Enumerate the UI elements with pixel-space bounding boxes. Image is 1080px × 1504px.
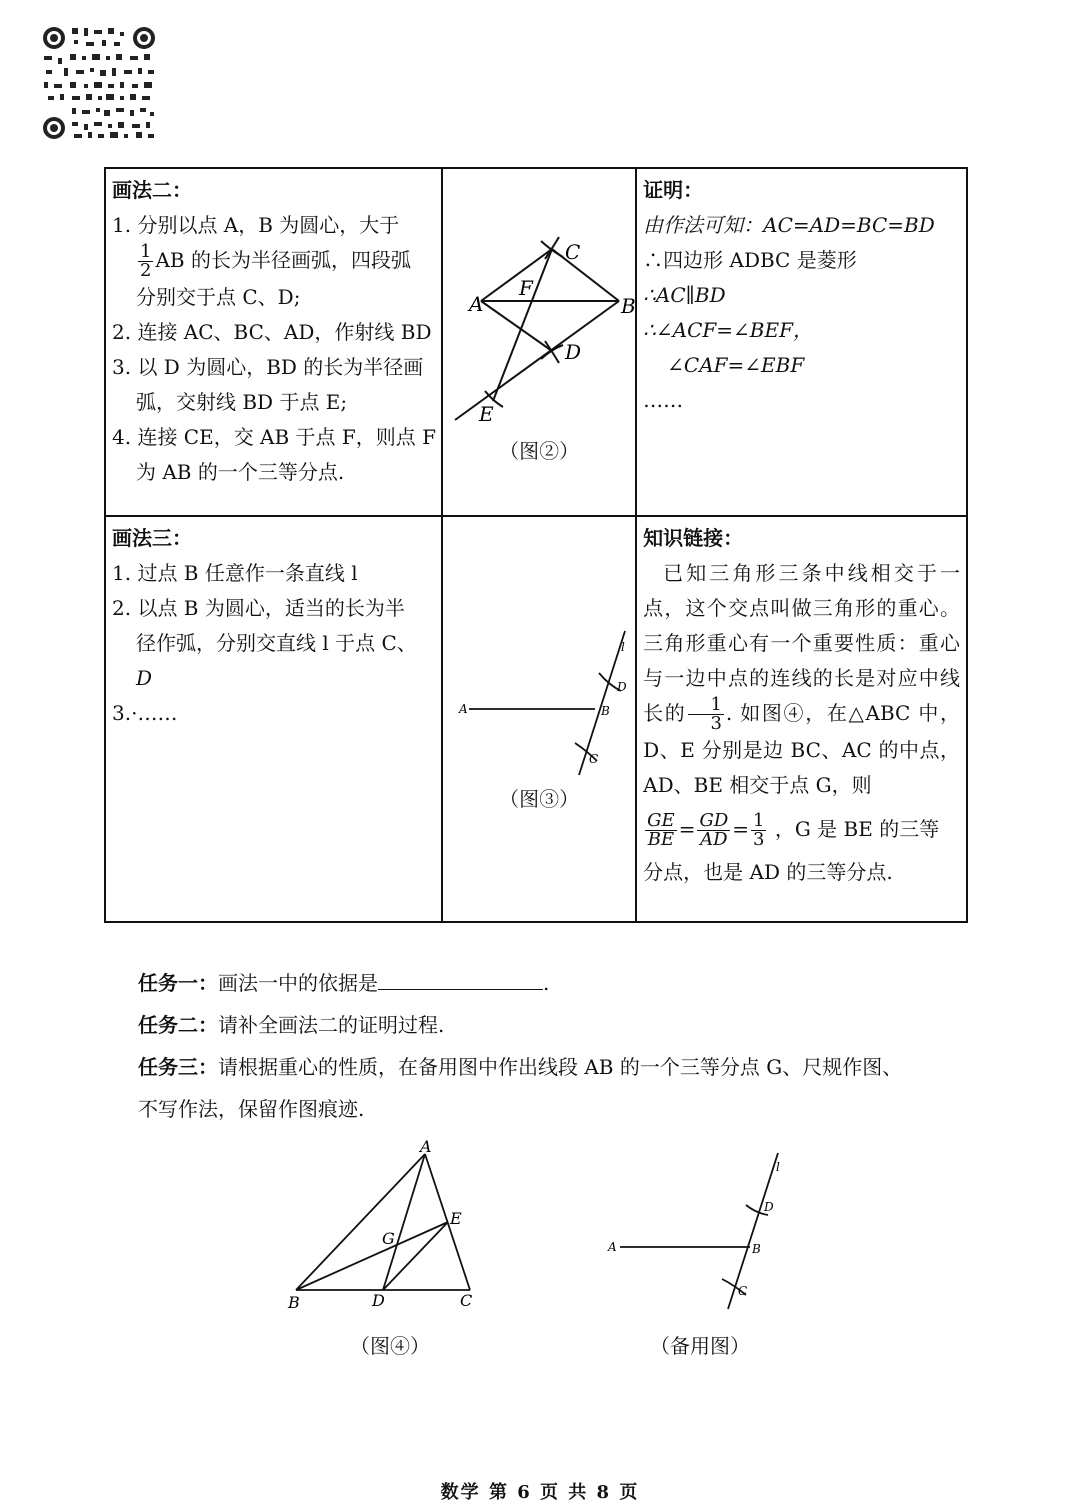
fraction-one-third: $\frac{1}{3}$ bbox=[688, 696, 723, 733]
method2-step4a: 4. 连接 CE，交 AB 于点 F，则点 F bbox=[112, 425, 437, 449]
fig3-label-d: D bbox=[617, 680, 627, 694]
fig2-segment-ad bbox=[481, 301, 552, 351]
method3-step2b: 径作弧，分别交直线 l 于点 C、 bbox=[136, 631, 417, 655]
spare-label-a: A bbox=[608, 1240, 617, 1254]
fig4-median-be bbox=[296, 1222, 448, 1290]
proof-cell bbox=[636, 168, 967, 516]
page-footer: 数学 第 6 页 共 8 页 bbox=[440, 1482, 640, 1503]
spare-figure-caption: （备用图） bbox=[650, 1334, 750, 1358]
task2: 任务二：请补全画法二的证明过程. bbox=[138, 1013, 445, 1037]
knowledge-cell bbox=[636, 516, 967, 922]
knowledge-equation: $\frac{GE}{BE}$ = $\frac{GD}{AD}$ = $\frac{1}{3}$ ，G 是 BE 的三等 bbox=[647, 810, 940, 850]
fig4-label-g: G bbox=[382, 1229, 395, 1248]
proof-title: 证明： bbox=[643, 178, 704, 202]
proof-line3: ∴AC∥BD bbox=[643, 283, 726, 307]
fig2-arc-c2 bbox=[545, 237, 559, 259]
figure3-cell bbox=[442, 516, 636, 922]
figure2-caption: （图②） bbox=[499, 439, 580, 463]
method2-step1a: 1. 分别以点 A，B 为圆心，大于 bbox=[112, 213, 400, 237]
fig4-side-ab bbox=[296, 1154, 425, 1290]
method3-step2a: 2. 以点 B 为圆心，适当的长为半 bbox=[112, 596, 405, 620]
method3-step2c: D bbox=[136, 666, 153, 690]
method2-step4b: 为 AB 的一个三等分点. bbox=[136, 460, 345, 484]
method2-step2: 2. 连接 AC、BC、AD，作射线 BD bbox=[112, 320, 432, 344]
method2-cell bbox=[105, 168, 442, 516]
spare-figure-diagram bbox=[600, 1145, 800, 1315]
methods-table bbox=[104, 167, 968, 923]
figure4-diagram bbox=[280, 1137, 490, 1320]
fig3-label-b: B bbox=[601, 704, 610, 718]
method3-step1: 1. 过点 B 任意作一条直线 l bbox=[112, 561, 358, 585]
method3-cell bbox=[105, 516, 442, 922]
fraction-gd-ad: $\frac{GD}{AD}$ bbox=[699, 810, 729, 850]
fig4-label-a: A bbox=[420, 1137, 432, 1156]
figure2-cell bbox=[442, 168, 636, 516]
fig2-label-c: C bbox=[565, 240, 581, 264]
task3-cont: 不写作法，保留作图痕迹. bbox=[138, 1097, 365, 1121]
knowledge-last-line: 分点，也是 AD 的三等分点. bbox=[643, 860, 893, 884]
knowledge-title: 知识链接： bbox=[643, 526, 744, 550]
figure4-caption: （图④） bbox=[350, 1334, 430, 1358]
fig2-label-a: A bbox=[469, 292, 484, 316]
fig3-line-l bbox=[579, 631, 625, 775]
fig4-label-d: D bbox=[372, 1291, 385, 1310]
fig4-label-b: B bbox=[288, 1293, 300, 1312]
qr-code-icon bbox=[40, 24, 158, 142]
proof-line1: 由作法可知：AC=AD=BC=BD bbox=[643, 213, 935, 237]
task1: 任务一：画法一中的依据是 . bbox=[138, 962, 978, 1004]
method2-step1b: $\frac{1}{2}$ AB 的长为半径画弧，四段弧 bbox=[140, 241, 411, 281]
fig2-label-d: D bbox=[565, 340, 582, 364]
fig2-label-f: F bbox=[519, 276, 533, 300]
fraction-one-half: $\frac{1}{2}$ bbox=[140, 241, 152, 281]
fig4-label-e: E bbox=[450, 1209, 462, 1228]
task3: 任务三：请根据重心的性质，在备用图中作出线段 AB 的一个三等分点 G、尺规作图、 bbox=[138, 1055, 903, 1079]
fig2-label-b: B bbox=[621, 294, 636, 318]
spare-line-l bbox=[728, 1153, 778, 1309]
proof-line6: …… bbox=[643, 388, 684, 412]
method2-step1c: 分别交于点 C、D; bbox=[136, 285, 301, 309]
method2-step3b: 弧，交射线 BD 于点 E; bbox=[136, 390, 348, 414]
fig3-label-a: A bbox=[459, 702, 468, 716]
method3-step3: 3.·…… bbox=[112, 701, 178, 725]
fraction-eq-one-third: $\frac{1}{3}$ bbox=[753, 810, 765, 850]
fig3-label-l: l bbox=[621, 640, 625, 654]
fraction-ge-be: $\frac{GE}{BE}$ bbox=[647, 810, 675, 850]
method2-title: 画法二： bbox=[112, 178, 192, 202]
spare-label-c: C bbox=[738, 1284, 748, 1298]
fig4-median-ad bbox=[383, 1154, 425, 1290]
figure3-diagram bbox=[449, 521, 629, 771]
figure2-diagram bbox=[449, 173, 636, 426]
task1-answer-blank[interactable] bbox=[378, 967, 543, 990]
fig4-label-c: C bbox=[460, 1291, 473, 1310]
method3-title: 画法三： bbox=[112, 526, 192, 550]
method2-step3a: 3. 以 D 为圆心，BD 的长为半径画 bbox=[112, 355, 424, 379]
fig3-label-c: C bbox=[589, 752, 599, 766]
spare-label-d: D bbox=[764, 1200, 774, 1214]
spare-label-l: l bbox=[776, 1160, 780, 1174]
proof-line4: ∴∠ACF=∠BEF， bbox=[643, 318, 813, 342]
tasks-section bbox=[138, 962, 978, 1130]
proof-line2: ∴四边形 ADBC 是菱形 bbox=[643, 248, 857, 272]
knowledge-paragraph: 已知三角形三条中线相交于一点，这个交点叫做三角形的重心。三角形重心有一个重要性质：重心与一边中点的连线的长是对应中线长的 $\frac{1}{3}$ . 如图④，在△ABC 中，D、E 分别是边 BC、AC 的中点，AD、BE 相交于点 G，则 bbox=[643, 561, 960, 797]
spare-label-b: B bbox=[752, 1242, 761, 1256]
proof-line5: ∠CAF=∠EBF bbox=[667, 353, 805, 377]
fig2-label-e: E bbox=[479, 402, 494, 426]
figure3-caption: （图③） bbox=[499, 787, 580, 811]
